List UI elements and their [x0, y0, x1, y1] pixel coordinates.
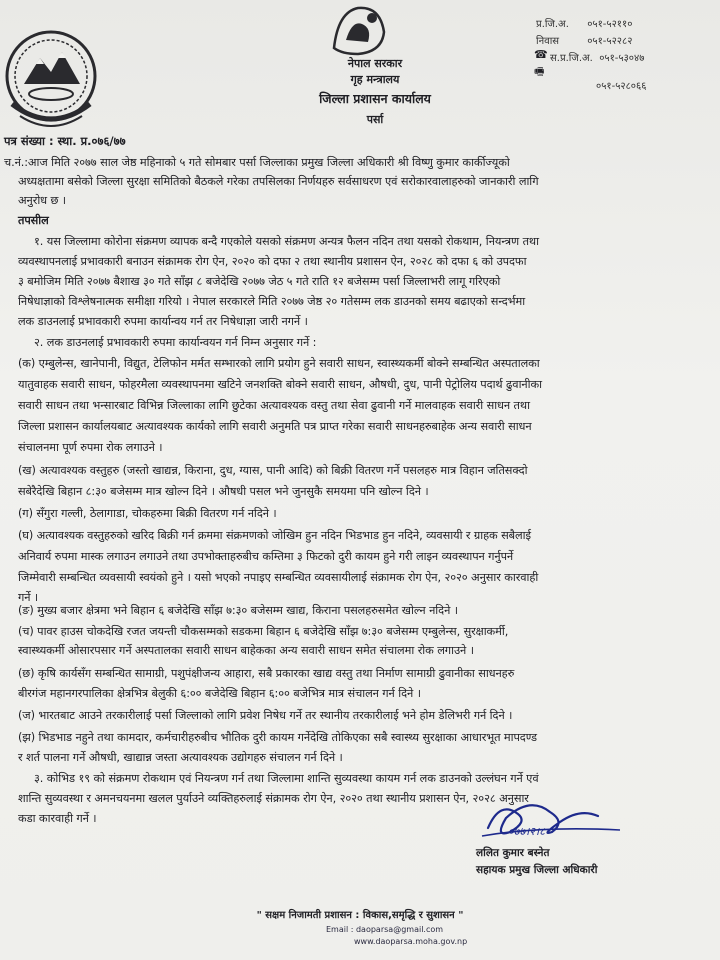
contact-value: ०५१-५२११० — [587, 19, 633, 30]
body-line: शान्ति सुव्यवस्था र अमनचयनमा खलल पुर्याउने व्यक्तिहरुलाई संक्रामक रोग ऐन, २०२० तथा स्थानीय प्रशासन ऐन, २०२८ अनुसार — [18, 792, 529, 805]
contact-value: ०५१-५३०४७ — [599, 53, 645, 64]
footer-website[interactable]: www.daoparsa.moha.gov.np — [354, 937, 468, 946]
fax-icon: 🖷 — [534, 65, 545, 78]
body-line: (क) एम्बुलेन्स, खानेपानी, विद्युत, टेलिफोन मर्मत सम्भारको लागि प्रयोग हुने सवारी साधन, स्वास्थ्यकर्मी बोक्ने सम्बन्धित अस्पतालका — [18, 357, 540, 370]
body-line: संचालनमा पूर्ण रुपमा रोक लगाउने । — [18, 441, 163, 454]
body-line: बीरगंज महानगरपालिका क्षेत्रभित्र बेलुकी ६:०० बजेदेखि बिहान ६:०० बजेभित्र मात्र संचालन गर्न दिने । — [18, 687, 421, 700]
signatory-name: ललित कुमार बस्नेत — [476, 847, 550, 859]
contact-row-1 — [536, 16, 632, 30]
footer-slogan: " सक्षम निजामती प्रशासन : विकास,समृद्धि र सुशासन " — [256, 910, 464, 921]
body-line: निषेधाज्ञाको विश्लेषनात्मक समीक्षा गरियो । नेपाल सरकारले मिति २०७७ जेष्ठ २० गतेसम्म लक डाउनको समय बढाएको सन्दर्भमा — [18, 295, 526, 308]
body-line: जिल्ला प्रशासन कार्यालयबाट अत्यावश्यक कार्यको लागि सवारी अनुमति पत्र प्राप्त गरेका सवारी साधनहरुबाहेक अन्य सवारी साधन — [18, 420, 532, 433]
contact-label: स.प्र.जि.अ. — [550, 53, 593, 64]
contact-label: निवास — [536, 36, 560, 47]
handwritten-signature — [470, 792, 670, 872]
telephone-icon: ☎ — [534, 48, 548, 61]
footer-email[interactable]: Email : daoparsa@gmail.com — [326, 925, 444, 934]
signature-date: ०७७।२।८ — [508, 825, 545, 838]
body-line: (घ) अत्यावश्यक वस्तुहरुको खरिद बिक्री गर्न क्रममा संक्रमणको जोखिम हुन नदिन भिडभाड हुन नदिने, व्यवसायी र ग्राहक सबैलाई — [18, 529, 531, 542]
body-line: व्यवस्थापनलाई प्रभावकारी बनाउन संक्रामक रोग ऐन, २०२० को दफा २ तथा स्थानीय प्रशासन ऐन, २०२८ को दफा ६ को उपदफा — [18, 255, 527, 268]
body-line: अनिवार्य रुपमा मास्क लगाउन लगाउने तथा उपभोक्ताहरुबीच कम्तिमा ३ फिटको दुरी कायम हुने गरी लाइन व्यवस्थापन गर्नुपर्ने — [18, 550, 514, 563]
body-line: ३ बमोजिम मिति २०७७ बैशाख ३० गते साँझ ८ बजेदेखि २०७७ जेठ ५ गते राति १२ बजेसम्म पर्सा जिल्लाभरी लागू गरिएको — [18, 275, 501, 288]
header-ministry: गृह मन्त्रालय — [350, 73, 400, 86]
header-district: पर्सा — [366, 113, 384, 126]
body-line: कडा कारवाही गर्ने । — [18, 812, 97, 825]
body-line: च.नं.:आज मिति २०७७ साल जेष्ठ महिनाको ५ गते सोमबार पर्सा जिल्लाका प्रमुख जिल्ला अधिकारी श्री विष्णु कुमार कार्कीज्यूको — [4, 156, 510, 169]
body-line: गर्ने । — [18, 591, 39, 604]
contact-row-2 — [536, 33, 632, 47]
body-line: (छ) कृषि कार्यसँग सम्बन्धित सामाग्री, पशुपंक्षीजन्य आहारा, सबै प्रकारका खाद्य वस्तु तथा निर्माण सामाग्री ढुवानीका साधनहरु — [18, 667, 515, 680]
body-line: (ख) अत्यावश्यक वस्तुहरु (जस्तो खाद्यन्न, किराना, दुध, ग्यास, पानी आदि) को बिक्री वितरण गर्ने पसलहरु मात्र विहान जतिसक्दो — [18, 464, 528, 477]
header-government: नेपाल सरकार — [347, 57, 403, 70]
header-office: जिल्ला प्रशासन कार्यालय — [319, 91, 431, 106]
body-line: सबेरैदेखि बिहान ८:३० बजेसम्म मात्र खोल्न दिने । औषधी पसल भने जुनसुकै समयमा पनि खोल्न दिने । — [18, 485, 429, 498]
body-line: लक डाउनलाई प्रभावकारी रुपमा कार्यान्वय गर्न तर निषेधाज्ञा जारी नगर्ने । — [18, 315, 308, 328]
body-line: अनुरोध छ । — [18, 194, 66, 207]
nepal-emblem-icon — [2, 24, 100, 134]
body-line: (ग) सँगुरा गल्ली, ठेलागाडा, चोकहरुमा बिक्री वितरण गर्न नदिने । — [18, 507, 277, 520]
body-line: (झ) भिडभाड नहुने तथा कामदार, कर्मचारीहरुबीच भौतिक दुरी कायम गर्नेदेखि तोकिएका सबै स्वास्थ्य सुरक्षाका आधारभूत मापदण्ड — [18, 731, 537, 744]
contact-row-4 — [596, 78, 646, 92]
signatory-title: सहायक प्रमुख जिल्ला अधिकारी — [476, 864, 598, 876]
body-line: (ज) भारतबाट आउने तरकारीलाई पर्सा जिल्लाको लागि प्रवेश निषेध गर्ने तर स्थानीय तरकारीलाई भने होम डेलिभरी गर्न दिने । — [18, 709, 513, 722]
body-line: यातुवाहक सवारी साधन, फोहरमैला व्यवस्थापनमा खटिने जनशक्ति बोक्ने सवारी साधन, औषधी, दुध, पानी पेट्रोलिय पदार्थ ढुवानीका — [18, 378, 543, 391]
body-line: १. यस जिल्लामा कोरोना संक्रमण व्यापक बन्दै गएकोले यसको संक्रमण अन्यत्र फैलन नदिन तथा यसको रोकथाम, नियन्त्रण तथा — [34, 235, 539, 248]
reference-number: पत्र संख्या : स्था. प्र.०७६/७७ — [4, 134, 126, 148]
body-line: र शर्त पालना गर्ने औषधी, खाद्यान्न जस्ता अत्यावश्यक उद्योगहरु संचालन गर्न दिने । — [18, 751, 343, 764]
body-line: (च) पावर हाउस चोकदेखि रजत जयन्ती चौकसम्मको सडकमा बिहान ६ बजेदेखि साँझ ७:३० बजेसम्म एम्बुलेन्स, सुरक्षाकर्मी, — [18, 625, 509, 638]
body-line: ३. कोभिड १९ को संक्रमण रोकथाम एवं नियन्त्रण गर्न तथा जिल्लामा शान्ति सुव्यवस्था कायम गर्न लक डाउनको उल्लंघन गर्ने एवं — [34, 772, 539, 785]
body-line: जिम्मेवारी सम्बन्धित व्यवसायी स्वयंको हुने । यसो भएको नपाइए सम्बन्धित व्यवसायीलाई संक्रामक रोग ऐन, २०२० अनुसार कारवाही — [18, 571, 539, 584]
contact-value: ०५१-५२२८२ — [587, 36, 633, 47]
body-line: स्वास्थ्यकर्मी ओसारपसार गर्ने अस्पतालका सवारी साधन बाहेकका अन्य सवारी साधन समेत संचालमा रोक लगाउने । — [18, 644, 474, 657]
body-line: सवारी साधन तथा भन्सारबाट विभिन्न जिल्लाका लागि छुटेका अत्यावश्यक वस्तु तथा सेवा ढुवानी गर्ने मालवाहक सवारी साधन तथा — [18, 399, 530, 412]
contact-row-3 — [550, 50, 644, 64]
contact-label: प्र.जि.अ. — [536, 19, 569, 30]
body-line: अध्यक्षतामा बसेको जिल्ला सुरक्षा समितिको बैठकले गरेका तपसिलका निर्णयहरु सर्वसाधरण एवं सरोकारवालाहरुको जानकारी लागि — [18, 175, 539, 188]
body-line: (ङ) मुख्य बजार क्षेत्रमा भने बिहान ६ बजेदेखि साँझ ७:३० बजेसम्म खाद्य, किराना पसलहरुसमेत खोल्न नदिने । — [18, 604, 458, 617]
body-line: २. लक डाउनलाई प्रभावकारी रुपमा कार्यान्वयन गर्न निम्न अनुसार गर्ने : — [34, 336, 317, 349]
contact-value: ०५१-५२८०६६ — [596, 81, 647, 92]
department-logo-icon — [328, 2, 390, 58]
section-heading: तपसील — [18, 214, 49, 227]
